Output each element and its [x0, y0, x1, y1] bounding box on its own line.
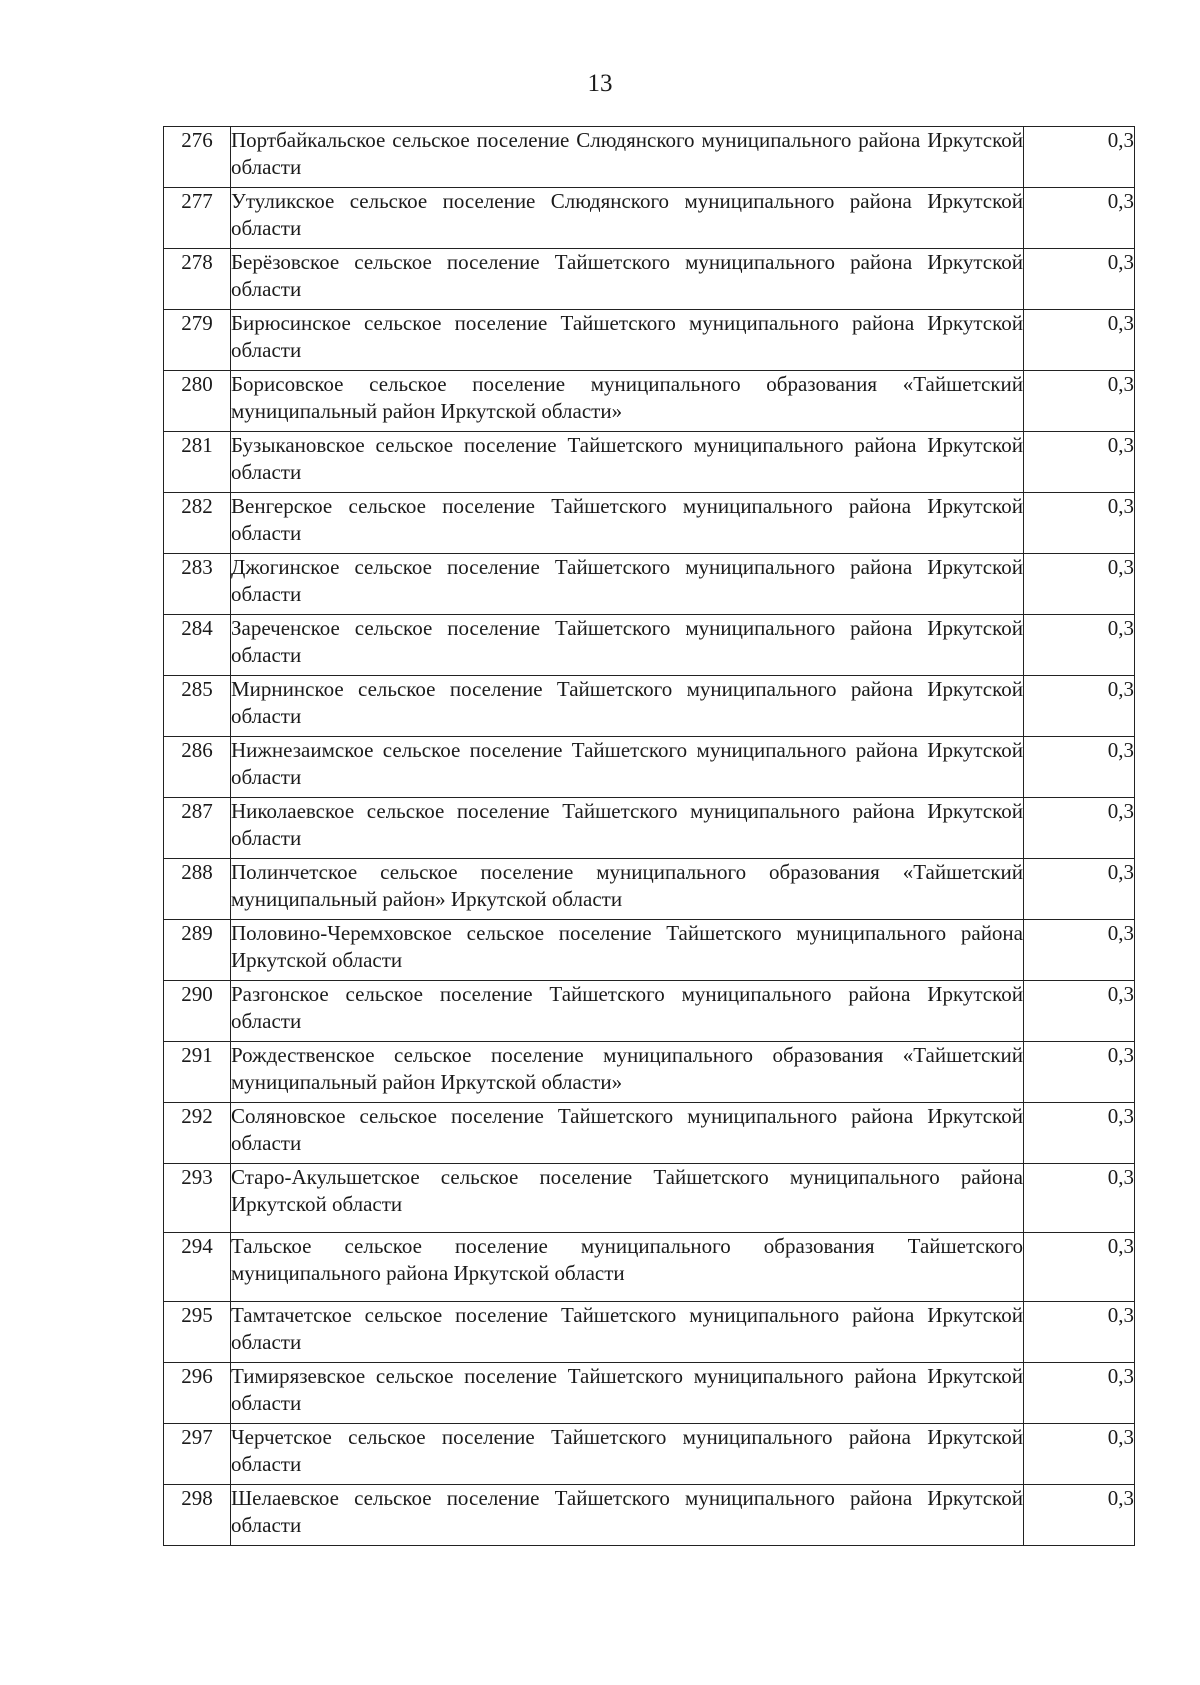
table-row: [164, 1233, 1135, 1302]
row-number: 284: [164, 615, 231, 676]
row-number: 297: [164, 1424, 231, 1485]
settlement-name: Портбайкальское сельское поселение Слюдянского муниципального района Иркутской области: [231, 127, 1024, 188]
table-row: [164, 310, 1135, 371]
settlement-name: Мирнинское сельское поселение Тайшетского муниципального района Иркутской области: [231, 676, 1024, 737]
table-row: [164, 1302, 1135, 1363]
table-row: [164, 798, 1135, 859]
rate-value: 0,3: [1024, 1302, 1135, 1363]
row-number: 288: [164, 859, 231, 920]
table-row: [164, 676, 1135, 737]
row-number: 282: [164, 493, 231, 554]
row-number: 292: [164, 1103, 231, 1164]
rate-value: 0,3: [1024, 737, 1135, 798]
rate-value: 0,3: [1024, 920, 1135, 981]
rate-value: 0,3: [1024, 981, 1135, 1042]
row-number: 294: [164, 1233, 231, 1302]
rate-value: 0,3: [1024, 310, 1135, 371]
row-number: 279: [164, 310, 231, 371]
row-number: 291: [164, 1042, 231, 1103]
row-number: 286: [164, 737, 231, 798]
rate-value: 0,3: [1024, 1233, 1135, 1302]
table-row: [164, 127, 1135, 188]
rate-value: 0,3: [1024, 1363, 1135, 1424]
row-number: 278: [164, 249, 231, 310]
settlement-name: Венгерское сельское поселение Тайшетского муниципального района Иркутской области: [231, 493, 1024, 554]
row-number: 276: [164, 127, 231, 188]
row-number: 277: [164, 188, 231, 249]
rate-value: 0,3: [1024, 127, 1135, 188]
rate-value: 0,3: [1024, 859, 1135, 920]
settlement-name: Джогинское сельское поселение Тайшетского муниципального района Иркутской области: [231, 554, 1024, 615]
settlement-name: Половино-Черемховское сельское поселение Тайшетского муниципального района Иркутской области: [231, 920, 1024, 981]
rate-value: 0,3: [1024, 798, 1135, 859]
row-number: 293: [164, 1164, 231, 1233]
table-body: [164, 127, 1135, 1546]
table-row: [164, 1042, 1135, 1103]
table-row: [164, 737, 1135, 798]
page-number: 13: [587, 70, 613, 97]
settlement-name: Тамтачетское сельское поселение Тайшетского муниципального района Иркутской области: [231, 1302, 1024, 1363]
settlement-name: Бузыкановское сельское поселение Тайшетского муниципального района Иркутской области: [231, 432, 1024, 493]
settlement-name: Утуликское сельское поселение Слюдянского муниципального района Иркутской области: [231, 188, 1024, 249]
settlement-name: Тимирязевское сельское поселение Тайшетского муниципального района Иркутской области: [231, 1363, 1024, 1424]
table-row: [164, 1164, 1135, 1233]
table-row: [164, 1103, 1135, 1164]
settlement-name: Полинчетское сельское поселение муниципального образования «Тайшетский муниципальный район» Иркутской области: [231, 859, 1024, 920]
settlement-name: Берёзовское сельское поселение Тайшетского муниципального района Иркутской области: [231, 249, 1024, 310]
table-row: [164, 188, 1135, 249]
settlement-name: Николаевское сельское поселение Тайшетского муниципального района Иркутской области: [231, 798, 1024, 859]
settlement-name: Старо-Акульшетское сельское поселение Тайшетского муниципального района Иркутской области: [231, 1164, 1024, 1233]
table-row: [164, 981, 1135, 1042]
table-row: [164, 493, 1135, 554]
settlement-name: Зареченское сельское поселение Тайшетского муниципального района Иркутской области: [231, 615, 1024, 676]
table-row: [164, 615, 1135, 676]
row-number: 281: [164, 432, 231, 493]
rate-value: 0,3: [1024, 188, 1135, 249]
table-row: [164, 859, 1135, 920]
row-number: 280: [164, 371, 231, 432]
rate-value: 0,3: [1024, 615, 1135, 676]
row-number: 285: [164, 676, 231, 737]
settlements-table: [163, 126, 1135, 1546]
table-row: [164, 432, 1135, 493]
settlement-name: Разгонское сельское поселение Тайшетского муниципального района Иркутской области: [231, 981, 1024, 1042]
table-row: [164, 554, 1135, 615]
settlement-name: Бирюсинское сельское поселение Тайшетского муниципального района Иркутской области: [231, 310, 1024, 371]
row-number: 298: [164, 1485, 231, 1546]
row-number: 296: [164, 1363, 231, 1424]
row-number: 290: [164, 981, 231, 1042]
settlement-name: Соляновское сельское поселение Тайшетского муниципального района Иркутской области: [231, 1103, 1024, 1164]
rate-value: 0,3: [1024, 249, 1135, 310]
rate-value: 0,3: [1024, 493, 1135, 554]
table-row: [164, 1424, 1135, 1485]
settlement-name: Шелаевское сельское поселение Тайшетского муниципального района Иркутской области: [231, 1485, 1024, 1546]
table-row: [164, 371, 1135, 432]
rate-value: 0,3: [1024, 1103, 1135, 1164]
row-number: 283: [164, 554, 231, 615]
settlement-name: Борисовское сельское поселение муниципального образования «Тайшетский муниципальный район Иркутской области»: [231, 371, 1024, 432]
table-row: [164, 1363, 1135, 1424]
rate-value: 0,3: [1024, 1485, 1135, 1546]
settlement-name: Рождественское сельское поселение муниципального образования «Тайшетский муниципальный район Иркутской области»: [231, 1042, 1024, 1103]
rate-value: 0,3: [1024, 1042, 1135, 1103]
rate-value: 0,3: [1024, 676, 1135, 737]
settlement-name: Черчетское сельское поселение Тайшетского муниципального района Иркутской области: [231, 1424, 1024, 1485]
settlement-name: Нижнезаимское сельское поселение Тайшетского муниципального района Иркутской области: [231, 737, 1024, 798]
row-number: 289: [164, 920, 231, 981]
rate-value: 0,3: [1024, 1424, 1135, 1485]
row-number: 287: [164, 798, 231, 859]
rate-value: 0,3: [1024, 554, 1135, 615]
table-row: [164, 920, 1135, 981]
rate-value: 0,3: [1024, 371, 1135, 432]
settlement-name: Тальское сельское поселение муниципального образования Тайшетского муниципального района Иркутской области: [231, 1233, 1024, 1302]
table-row: [164, 249, 1135, 310]
rate-value: 0,3: [1024, 1164, 1135, 1233]
table-row: [164, 1485, 1135, 1546]
rate-value: 0,3: [1024, 432, 1135, 493]
row-number: 295: [164, 1302, 231, 1363]
